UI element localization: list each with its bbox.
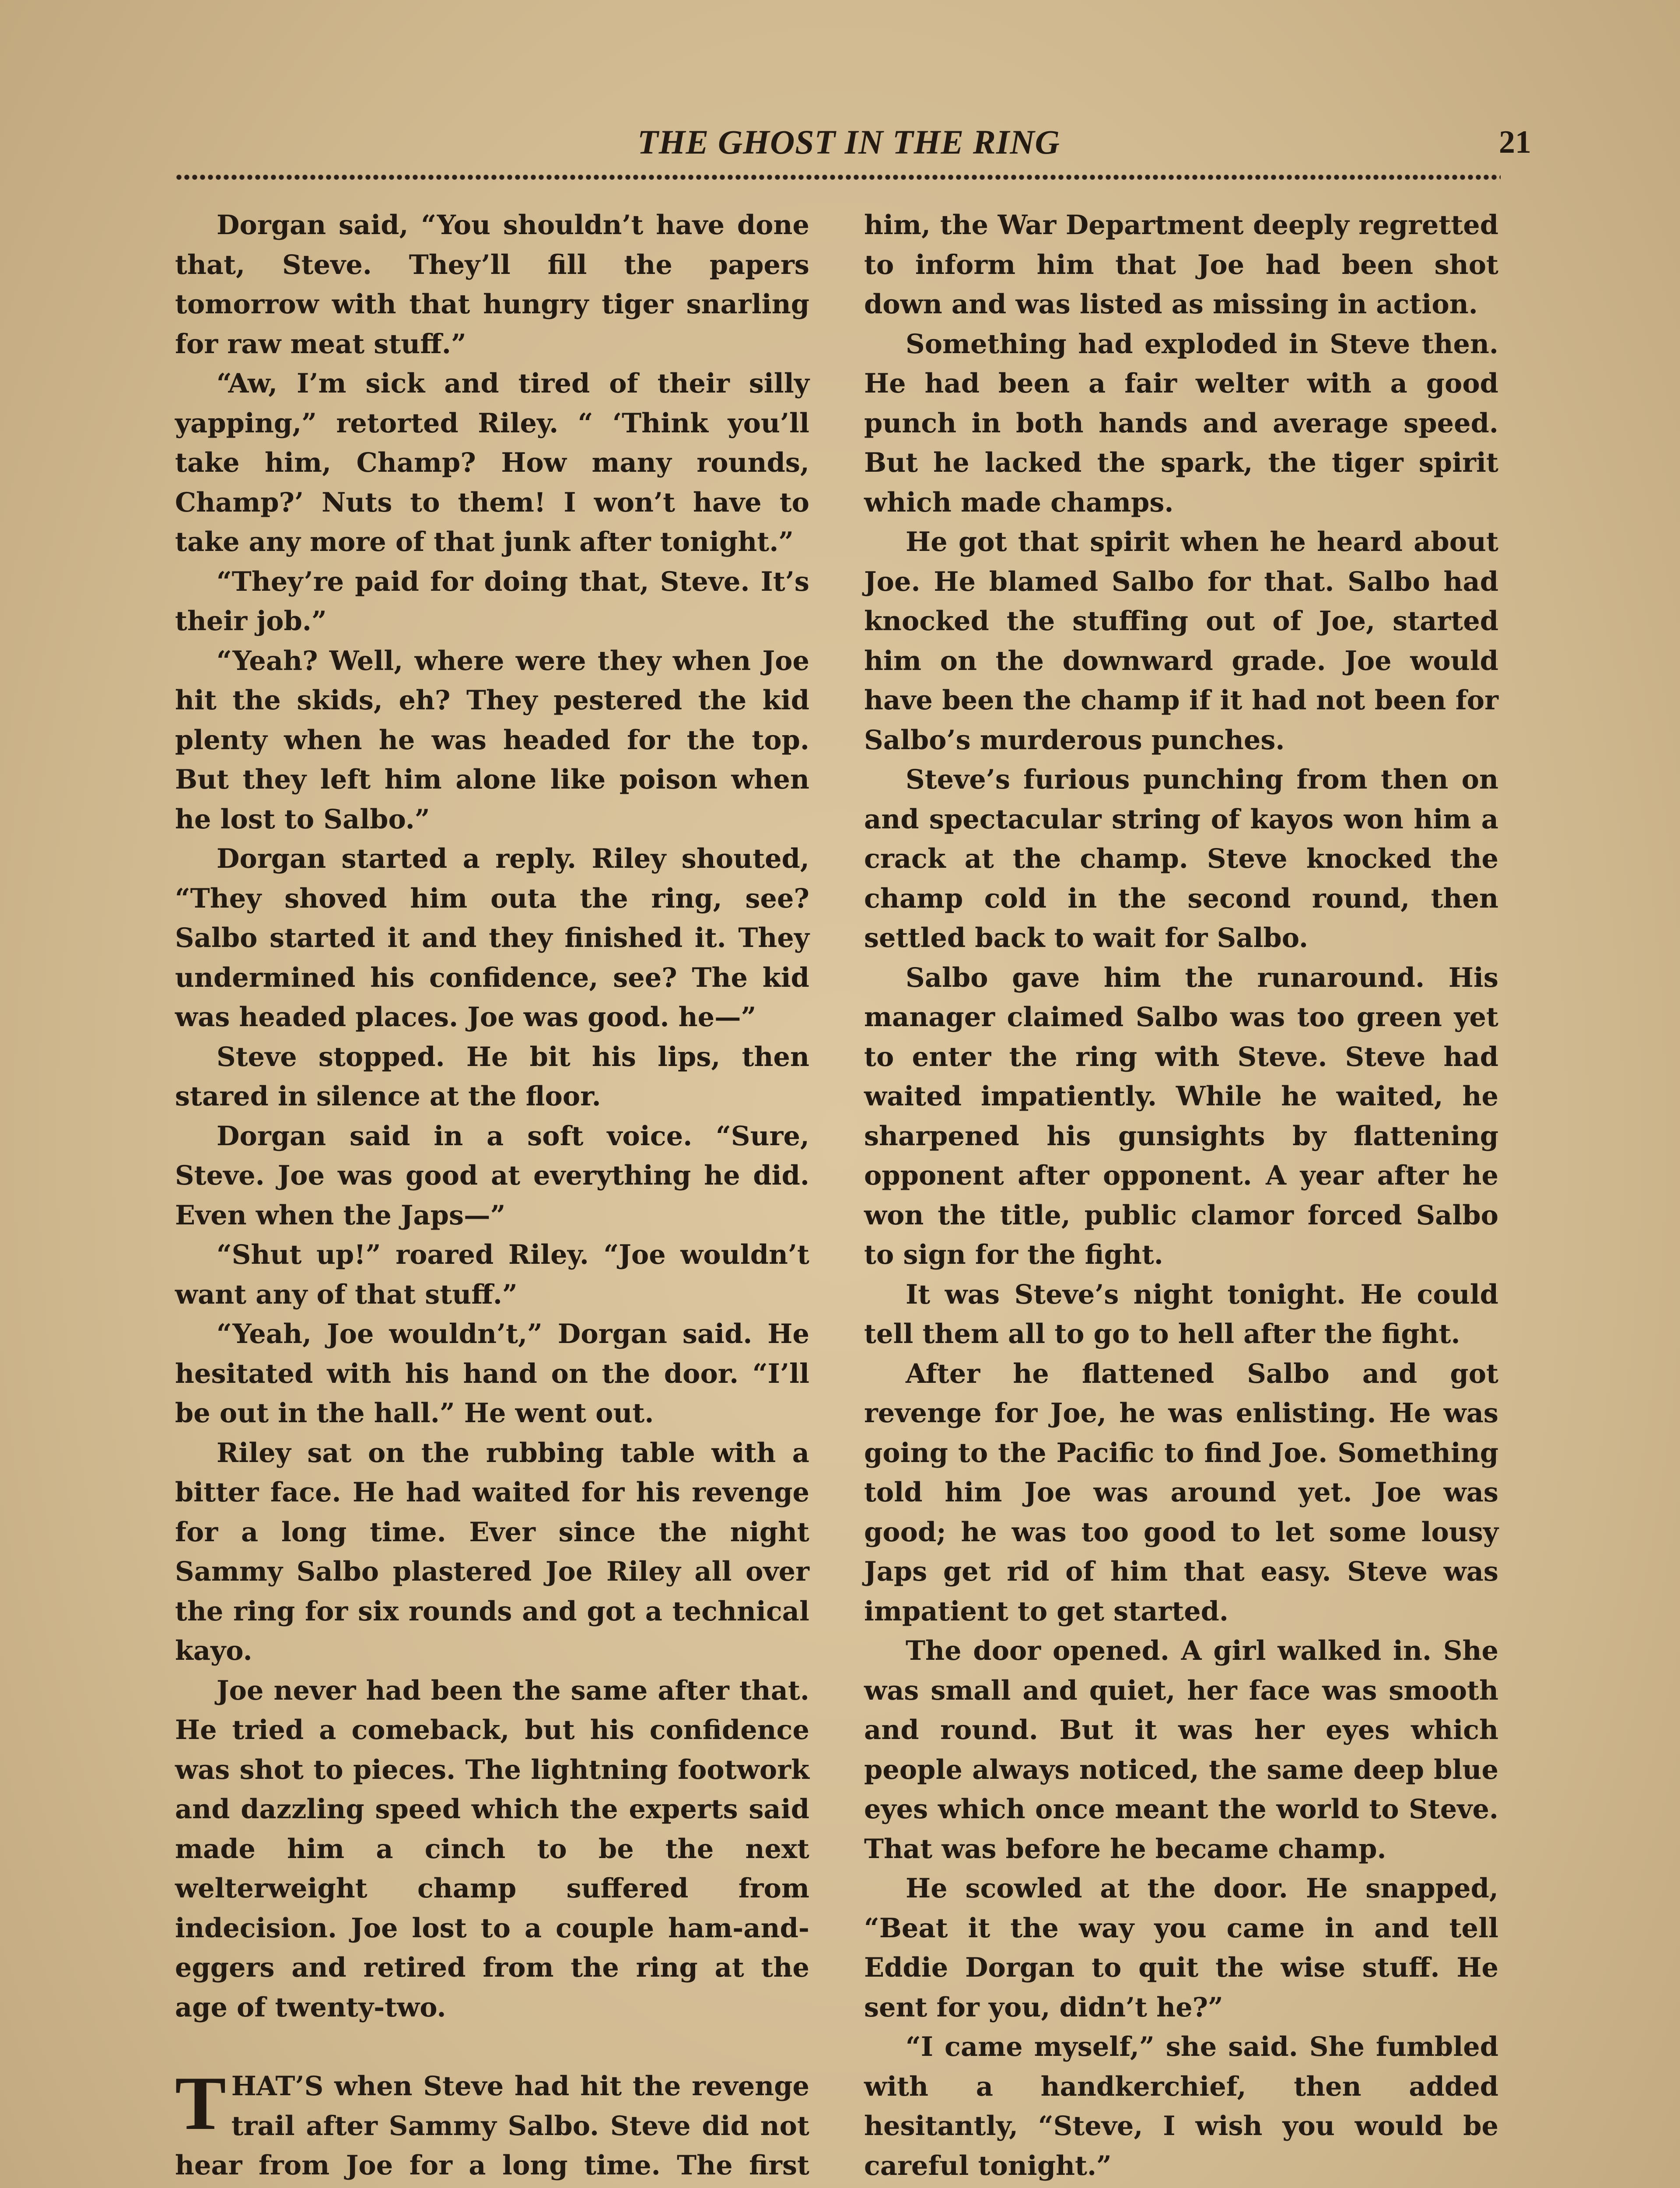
paragraph: Salbo gave him the runaround. His manager claimed Salbo was too green yet to enter the ring with Steve. Steve had waited impatiently. While he waited, he sharpened his gunsights by flattening opponent after opponent. A year after he won the title, public clamor forced Salbo to sign for the fight. bbox=[864, 962, 1498, 1270]
dropcap-text: HAT’S when Steve had hit the revenge trail after Sammy Salbo. Steve did not hear from Joe for a long time. The first bbox=[175, 2071, 809, 2181]
paragraph: “Aw, I’m sick and tired of their silly yapping,” retorted Riley. “ ‘Think you’ll take him, Champ? How many rounds, Champ?’ Nuts to them! I won’t have to take any more of that junk after tonight.” bbox=[175, 368, 809, 558]
paragraph: Dorgan started a reply. Riley shouted, “They shoved him outa the ring, see? Salbo started it and they finished it. They undermined his confidence, see? The kid was headed places. Joe was good. he—” bbox=[175, 843, 809, 1033]
dropcap-letter: T bbox=[175, 2061, 226, 2146]
paragraph: “Yeah? Well, where were they when Joe hit the skids, eh? They pestered the kid plenty when he was headed for the top. But they left him alone like poison when he lost to Salbo.” bbox=[175, 645, 809, 835]
paragraph: It was Steve’s night tonight. He could tell them all to go to hell after the fight. bbox=[864, 1279, 1498, 1350]
paragraph: “I came myself,” she said. She fumbled with a handkerchief, then added hesitantly, “Steve, I wish you would be careful tonight.” bbox=[864, 2031, 1498, 2181]
paragraph: Dorgan said, “You shouldn’t have done that, Steve. They’ll fill the papers tomorrow with that hungry tiger snarling for raw meat stuff.” bbox=[175, 210, 809, 360]
page-header bbox=[166, 118, 1531, 175]
paragraph: “Yeah, Joe wouldn’t,” Dorgan said. He hesitated with his hand on the door. “I’ll be out in the hall.” He went out. bbox=[175, 1318, 809, 1429]
right-column bbox=[864, 206, 1498, 2188]
header-dotted-rule bbox=[175, 174, 1501, 180]
paragraph: He scowled at the door. He snapped, “Beat it the way you came in and tell Eddie Dorgan to quit the wise stuff. He sent for you, didn’t he?” bbox=[864, 1873, 1498, 2023]
paragraph: Steve’s furious punching from then on and spectacular string of kayos won him a crack at the champ. Steve knocked the champ cold in the second round, then settled back to wait for Salbo. bbox=[864, 764, 1498, 954]
paragraph: Joe never had been the same after that. He tried a comeback, but his confidence was shot to pieces. The lightning footwork and dazzling speed which the experts said made him a cinch to be the next welterweight champ suffered from indecision. Joe lost to a couple ham-and-eggers and retired from the ring at the age of twenty-two. bbox=[175, 1675, 809, 2023]
running-title: THE GHOST IN THE RING bbox=[637, 123, 1060, 161]
paragraph: “Shut up!” roared Riley. “Joe wouldn’t want any of that stuff.” bbox=[175, 1239, 809, 1310]
paragraph: After he flattened Salbo and got revenge for Joe, he was enlisting. He was going to the Pacific to find Joe. Something told him Joe was around yet. Joe was good; he was too good to let some lousy Japs get rid of him that easy. Steve was impatient to get started. bbox=[864, 1358, 1498, 1627]
dropcap-paragraph bbox=[175, 2061, 809, 2188]
section-break bbox=[175, 2027, 809, 2067]
paragraph: Dorgan said in a soft voice. “Sure, Steve. Joe was good at everything he did. Even when the Japs—” bbox=[175, 1120, 809, 1231]
paragraph bbox=[864, 2186, 1498, 2188]
paragraph: Steve stopped. He bit his lips, then stared in silence at the floor. bbox=[175, 1041, 809, 1112]
left-column bbox=[175, 206, 809, 2188]
paragraph: Riley sat on the rubbing table with a bitter face. He had waited for his revenge for a long time. Ever since the night Sammy Salbo plastered Joe Riley all over the ring for six rounds and got a technical kayo. bbox=[175, 1437, 809, 1666]
page-number: 21 bbox=[1499, 124, 1531, 160]
paragraph: He got that spirit when he heard about Joe. He blamed Salbo for that. Salbo had knocked the stuffing out of Joe, started him on the downward grade. Joe would have been the champ if it had not been for Salbo’s murderous punches. bbox=[864, 526, 1498, 756]
paragraph: The door opened. A girl walked in. She was small and quiet, her face was smooth and round. But it was her eyes which people always noticed, the same deep blue eyes which once meant the world to Steve. That was before he became champ. bbox=[864, 1635, 1498, 1865]
paragraph: Something had exploded in Steve then. He had been a fair welter with a good punch in both hands and average speed. But he lacked the spark, the tiger spirit which made champs. bbox=[864, 328, 1498, 518]
continued-paragraph: him, the War Department deeply regretted to inform him that Joe had been shot down and was listed as missing in action. bbox=[864, 210, 1498, 320]
paragraph: “They’re paid for doing that, Steve. It’s their job.” bbox=[175, 566, 809, 637]
